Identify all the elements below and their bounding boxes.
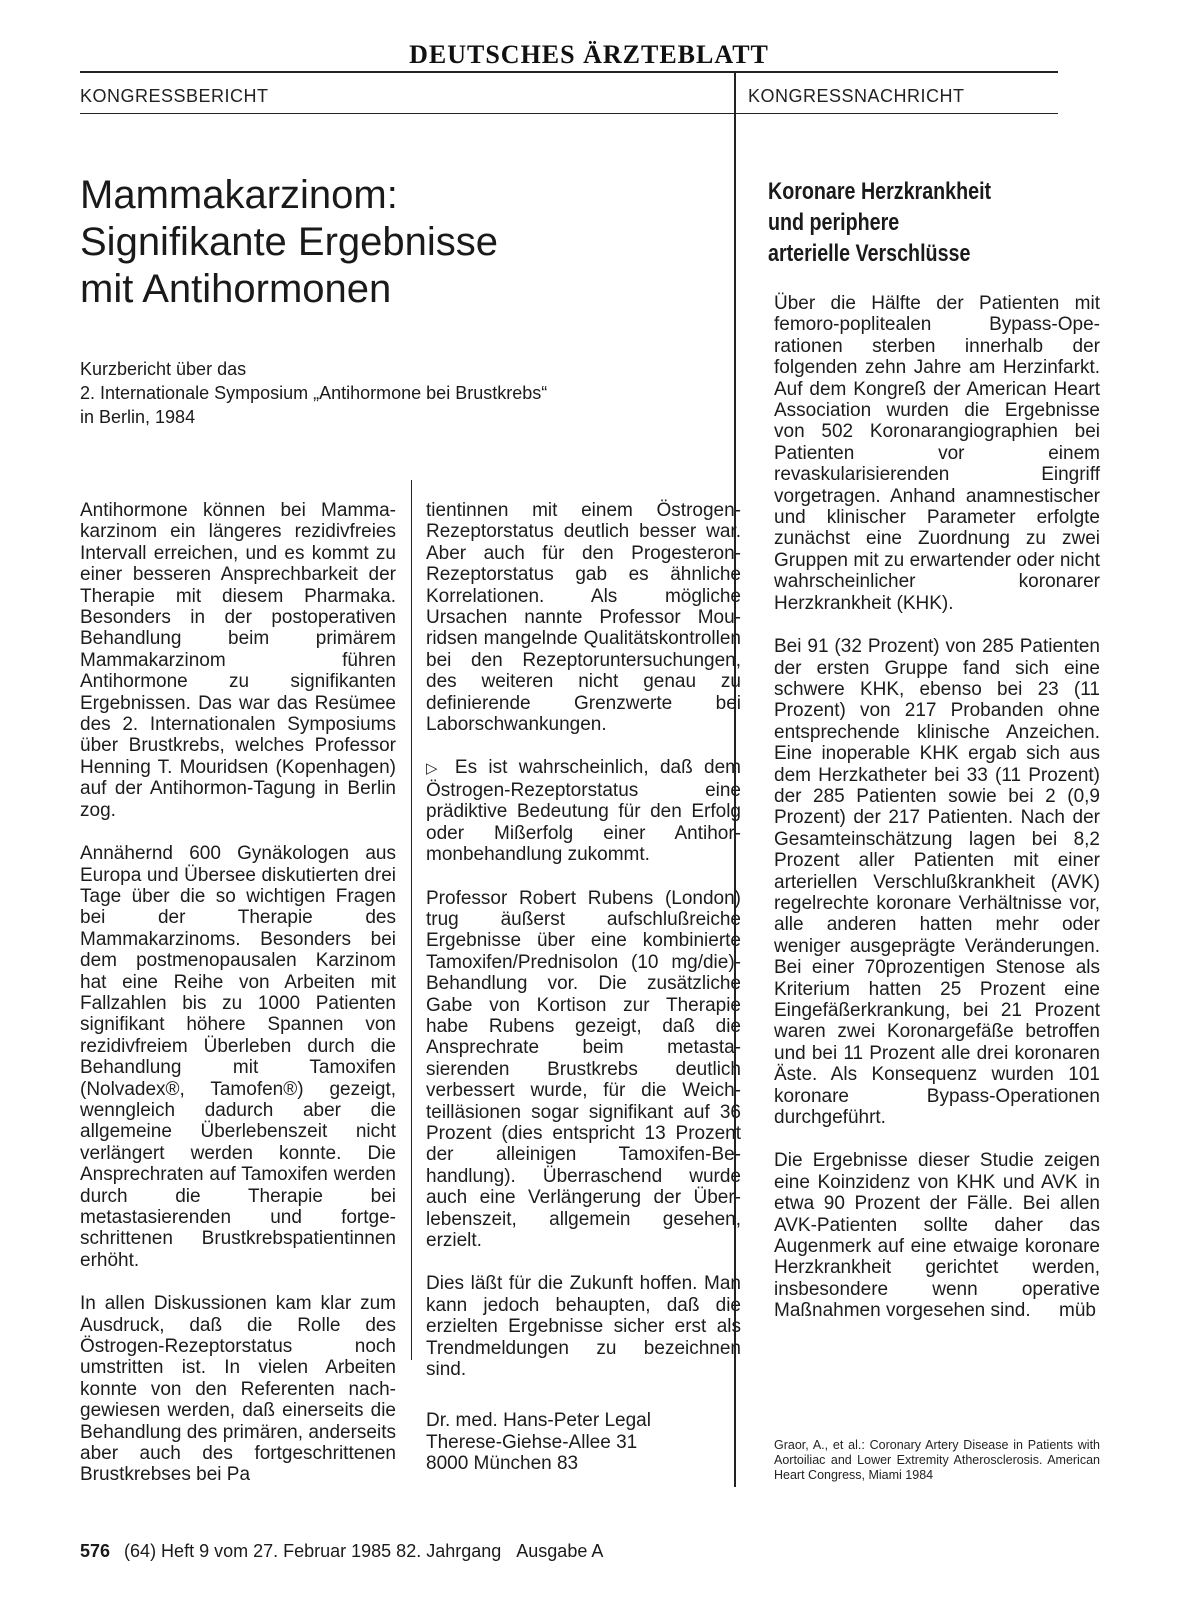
page-number: 576 xyxy=(80,1541,111,1561)
section-rule xyxy=(80,113,1058,114)
left-article-column-1 xyxy=(80,500,396,1486)
author-line: Dr. med. Hans-Peter Legal xyxy=(426,1410,651,1432)
news-title-line: Koronare Herzkrankheit xyxy=(768,178,992,205)
page-footer xyxy=(80,1541,603,1562)
body-paragraph-highlight xyxy=(426,757,741,865)
subtitle-line: in Berlin, 1984 xyxy=(80,407,196,427)
title-line: Mammakarzinom: xyxy=(80,173,398,217)
masthead: DEUTSCHES ÄRZTEBLATT xyxy=(409,40,769,69)
news-title xyxy=(768,176,1047,269)
article-subtitle xyxy=(80,357,720,429)
body-paragraph: tientinnen mit einem Östrogen-Rezeptorstatus deutlich besser war. Aber auch für den Progesteron-Rezeptorstatus gab es ähnliche Korrelationen. Als mögliche Ursachen nannte Professor Mouridsen mangelnde Qualitätskontrollen bei den Rezeptoruntersuchungen, des weiteren nicht genau zu definierende Grenzwerte bei Laborschwankungen. xyxy=(426,500,741,736)
issue-info: (64) Heft 9 vom 27. Februar 1985 82. Jahrgang xyxy=(124,1541,502,1561)
edition-label: Ausgabe A xyxy=(516,1541,604,1561)
body-paragraph: Bei 91 (32 Prozent) von 285 Patienten der ersten Gruppe fand sich eine schwere KHK, ebenso bei 23 (11 Prozent) von 217 Probanden ohne entsprechende klinische Anzeichen. Eine inoperable KHK ergab sich aus dem Herzkatheter bei 33 (11 Prozent) der 285 Patienten sowie bei 2 (0,9 Prozent) der 217 Patienten. Nach der Gesamteinschätzung lagen bei 8,2 Prozent aller Patienten mit einer arteriellen Verschlußkrankheit (AVK) regelrechte koronare Verhältnisse vor, alle anderen hatten mehr oder weniger ausgeprägte Veränderungen. Bei einer 70prozentigen Stenose als Kriterium hatten 25 Prozent eine Eingefäßerkrankung, bei 21 Prozent waren zwei Koronargefäße betroffen und bei 11 Prozent alle drei koronaren Äste. Als Konsequenz wurden 101 koronare Bypass-Operationen durchgeführt. xyxy=(774,636,1100,1129)
body-paragraph: Dies läßt für die Zukunft hoffen. Man kann jedoch behaupten, daß die erzielten Ergebnisse sicher erst als Trendmeldungen zu bezeichnen sind. xyxy=(426,1273,741,1381)
news-title-line: und periphere xyxy=(768,209,900,236)
masthead-rule xyxy=(80,71,1058,73)
subtitle-line: Kurzbericht über das xyxy=(80,359,247,379)
reference-note: Graor, A., et al.: Coronary Artery Disease in Patients with Aortoiliac and Lower Extremity Atherosclerosis. American Heart Congress, Miami 1984 xyxy=(774,1438,1100,1482)
body-paragraph: Die Ergebnisse dieser Studie zeigen eine Koinzidenz von KHK und AVK in etwa 90 Prozent der Fälle. Bei allen AVK-Patienten sollte daher das Augenmerk auf eine etwaige koronare Herzkrankheit gerichtet werden, insbesondere wenn operative Maßnahmen vorgesehen sind. xyxy=(774,1150,1100,1322)
triangle-marker-icon: ▷ xyxy=(426,759,444,778)
news-title-line: arterielle Verschlüsse xyxy=(768,240,971,267)
section-label-right: KONGRESSNACHRICHT xyxy=(748,86,965,106)
author-initials: müb xyxy=(1059,1300,1096,1322)
right-article-column xyxy=(774,293,1100,1322)
body-paragraph: Professor Robert Rubens (London) trug äußerst aufschlußreiche Ergebnisse über eine kombinierte Tamoxifen/Prednisolon (10 mg/die)-Behandlung vor. Die zusätzliche Gabe von Kortison zur Therapie habe Rubens gezeigt, daß die Ansprechrate beim metastasierenden Brustkrebs deutlich verbessert wurde, für die Weichteilläsionen sogar signifikant auf 36 Prozent (dies entspricht 13 Prozent der alleinigen Tamoxifen-Behandlung). Überraschend wurde auch eine Verlängerung der Überlebenszeit, allgemein gesehen, erzielt. xyxy=(426,887,741,1251)
author-address xyxy=(426,1410,741,1474)
body-paragraph: Antihormone können bei Mammakarzinom ein längeres rezidivfreies Intervall erreichen, und es kommt zu einer besseren Ansprechbarkeit der Therapie mit diesem Pharmaka. Besonders in der postoperativen Behandlung beim primärem Mammakarzinom führen Antihormone zu signifikanten Ergebnissen. Das war das Resümee des 2. Internationalen Symposiums über Brustkrebs, welches Professor Henning T. Mouridsen (Kopenhagen) auf der Antihormon-Tagung in Berlin zog. xyxy=(80,500,396,821)
highlight-text: Es ist wahrscheinlich, daß dem Östrogen-Rezeptorstatus eine prädiktive Bedeutung für den Erfolg oder Mißerfolg einer Antihormonbehandlung zukommt. xyxy=(426,757,741,866)
body-paragraph: Über die Hälfte der Patienten mit femoro-poplitealen Bypass-Operationen sterben innerhalb der folgenden zehn Jahre am Herzinfarkt. Auf dem Kongreß der American Heart Association wurden die Ergebnisse von 502 Koronarangiographien bei Patienten vor einem revaskularisierenden Eingriff vorgetragen. Anhand anamnestischer und klinischer Parameter erfolgte zunächst eine Zuordnung zu zwei Gruppen mit zu erwartender oder nicht wahrscheinlicher koronarer Herzkrankheit (KHK). xyxy=(774,293,1100,614)
title-line: mit Antihormonen xyxy=(80,267,392,311)
body-paragraph: Annähernd 600 Gynäkologen aus Europa und Übersee diskutierten drei Tage über die so wichtigen Fragen bei der Therapie des Mammakarzinoms. Besonders bei dem postmenopausalen Karzinom hat eine Reihe von Arbeiten mit Fallzahlen bis zu 1000 Patienten signifikant höhere Spannen von rezidivfreiem Überleben durch die Behandlung mit Tamoxifen (Nolvadex®, Tamofen®) gezeigt, wenngleich dadurch aber die allgemeine Überlebenszeit nicht verlängert werden konnte. Die Ansprechraten auf Tamoxifen werden durch die Therapie bei metastasierenden und fortgeschrittenen Brustkrebspatientinnen erhöht. xyxy=(80,843,396,1271)
author-line: Therese-Giehse-Allee 31 xyxy=(426,1431,638,1453)
article-title xyxy=(80,172,720,313)
section-label-left: KONGRESSBERICHT xyxy=(80,86,269,106)
author-line: 8000 München 83 xyxy=(426,1453,579,1475)
body-paragraph: In allen Diskussionen kam klar zum Ausdruck, daß die Rolle des Östrogen-Rezeptorstatus noch umstritten ist. In vielen Arbeiten konnte von den Referenten nachgewiesen werden, daß einerseits die Behandlung des primären, anderseits aber auch des fortgeschrittenen Brustkrebses bei Pa xyxy=(80,1293,396,1486)
title-line: Signifikante Ergebnisse xyxy=(80,220,499,264)
left-article-column-2 xyxy=(426,500,741,1475)
subtitle-line: 2. Internationale Symposium „Antihormone bei Brustkrebs“ xyxy=(80,383,548,403)
inner-column-divider xyxy=(411,480,412,1360)
